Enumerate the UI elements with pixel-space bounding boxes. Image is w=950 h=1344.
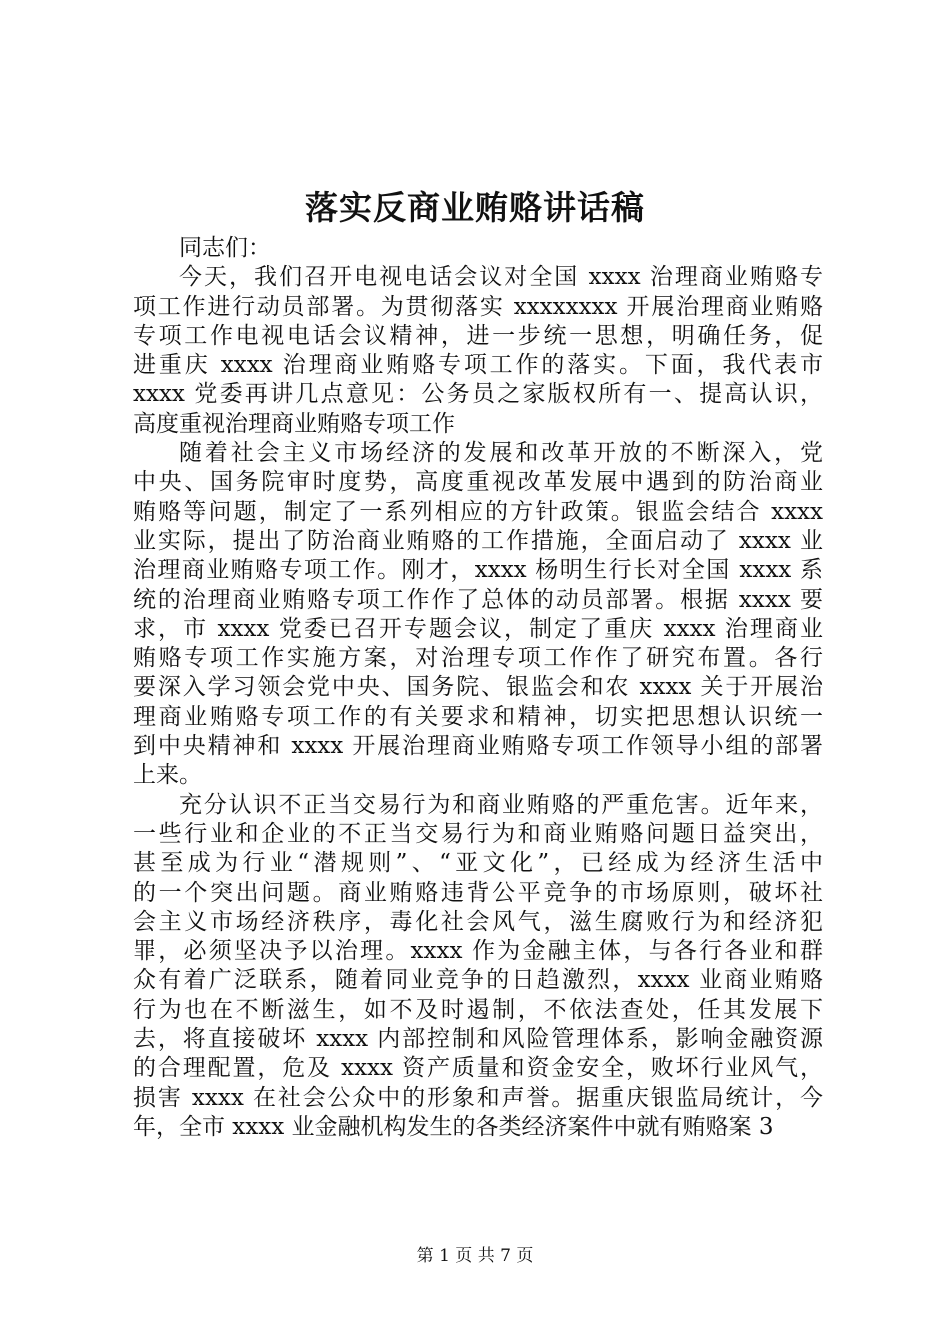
paragraph-line: 年，全市 xxxx 业金融机构发生的各类经济案件中就有贿赂案 3 [133, 1113, 774, 1140]
document-body [133, 234, 823, 1142]
paragraph-line: 求，市 xxxx 党委已召开专题会议，制定了重庆 xxxx 治理商业 [133, 615, 823, 642]
page-footer: 第 1 页 共 7 页 [416, 1246, 534, 1266]
paragraph-line: 要深入学习领会党中央、国务院、银监会和农 xxxx 关于开展治 [133, 674, 823, 701]
paragraph [133, 263, 823, 439]
paragraph-line: 众有着广泛联系，随着同业竞争的日趋激烈，xxxx 业商业贿赂 [133, 967, 823, 994]
paragraph-line: 到中央精神和 xxxx 开展治理商业贿赂专项工作领导小组的部署 [133, 733, 823, 760]
paragraph-line: 充分认识不正当交易行为和商业贿赂的严重危害。近年来， [179, 791, 823, 818]
document-title: 落实反商业贿赂讲话稿 [305, 188, 645, 227]
paragraph-line: 治理商业贿赂专项工作。刚才，xxxx 杨明生行长对全国 xxxx 系 [133, 557, 823, 584]
paragraph-line: 随着社会主义市场经济的发展和改革开放的不断深入，党 [179, 440, 823, 467]
paragraph-line: 会主义市场经济秩序，毒化社会风气，滋生腐败行为和经济犯 [133, 908, 823, 935]
paragraph-line: 行为也在不断滋生，如不及时遏制，不依法查处，任其发展下 [133, 996, 823, 1023]
paragraph-line: 理商业贿赂专项工作的有关要求和精神，切实把思想认识统一 [133, 703, 823, 730]
paragraph-line: 业实际，提出了防治商业贿赂的工作措施，全面启动了 xxxx 业 [133, 527, 823, 554]
paragraph [133, 791, 823, 1143]
paragraph-line: xxxx 党委再讲几点意见：公务员之家版权所有一、提高认识， [133, 381, 823, 408]
paragraph [133, 439, 823, 791]
paragraph-line: 上来。 [133, 762, 202, 789]
paragraph-line: 的一个突出问题。商业贿赂违背公平竞争的市场原则，破坏社 [133, 879, 823, 906]
paragraph-line: 的合理配置，危及 xxxx 资产质量和资金安全，败坏行业风气， [133, 1055, 823, 1082]
paragraph-line: 去，将直接破坏 xxxx 内部控制和风险管理体系，影响金融资源 [133, 1026, 823, 1053]
paragraph-line: 罪，必须坚决予以治理。xxxx 作为金融主体，与各行各业和群 [133, 938, 823, 965]
paragraph-line: 项工作进行动员部署。为贯彻落实 xxxxxxxx 开展治理商业贿赂 [133, 293, 823, 320]
paragraph-line: 损害 xxxx 在社会公众中的形象和声誉。据重庆银监局统计，今 [133, 1084, 823, 1111]
paragraph-container [133, 263, 823, 1142]
paragraph-line: 高度重视治理商业贿赂专项工作 [133, 410, 455, 437]
paragraph-line: 中央、国务院审时度势，高度重视改革发展中遇到的防治商业 [133, 469, 823, 496]
paragraph-line: 进重庆 xxxx 治理商业贿赂专项工作的落实。下面，我代表市 [133, 352, 823, 379]
paragraph-line: 一些行业和企业的不正当交易行为和商业贿赂问题日益突出， [133, 820, 823, 847]
salutation: 同志们： [179, 235, 271, 261]
paragraph-line: 甚至成为行业“潜规则”、“亚文化”，已经成为经济生活中 [133, 850, 823, 877]
paragraph-line: 统的治理商业贿赂专项工作作了总体的动员部署。根据 xxxx 要 [133, 586, 823, 613]
paragraph-line: 专项工作电视电话会议精神，进一步统一思想，明确任务，促 [133, 322, 823, 349]
paragraph-line: 贿赂专项工作实施方案，对治理专项工作作了研究布置。各行 [133, 645, 823, 672]
paragraph-line: 今天，我们召开电视电话会议对全国 xxxx 治理商业贿赂专 [179, 264, 823, 291]
paragraph-line: 贿赂等问题，制定了一系列相应的方针政策。银监会结合 xxxx [133, 498, 823, 525]
